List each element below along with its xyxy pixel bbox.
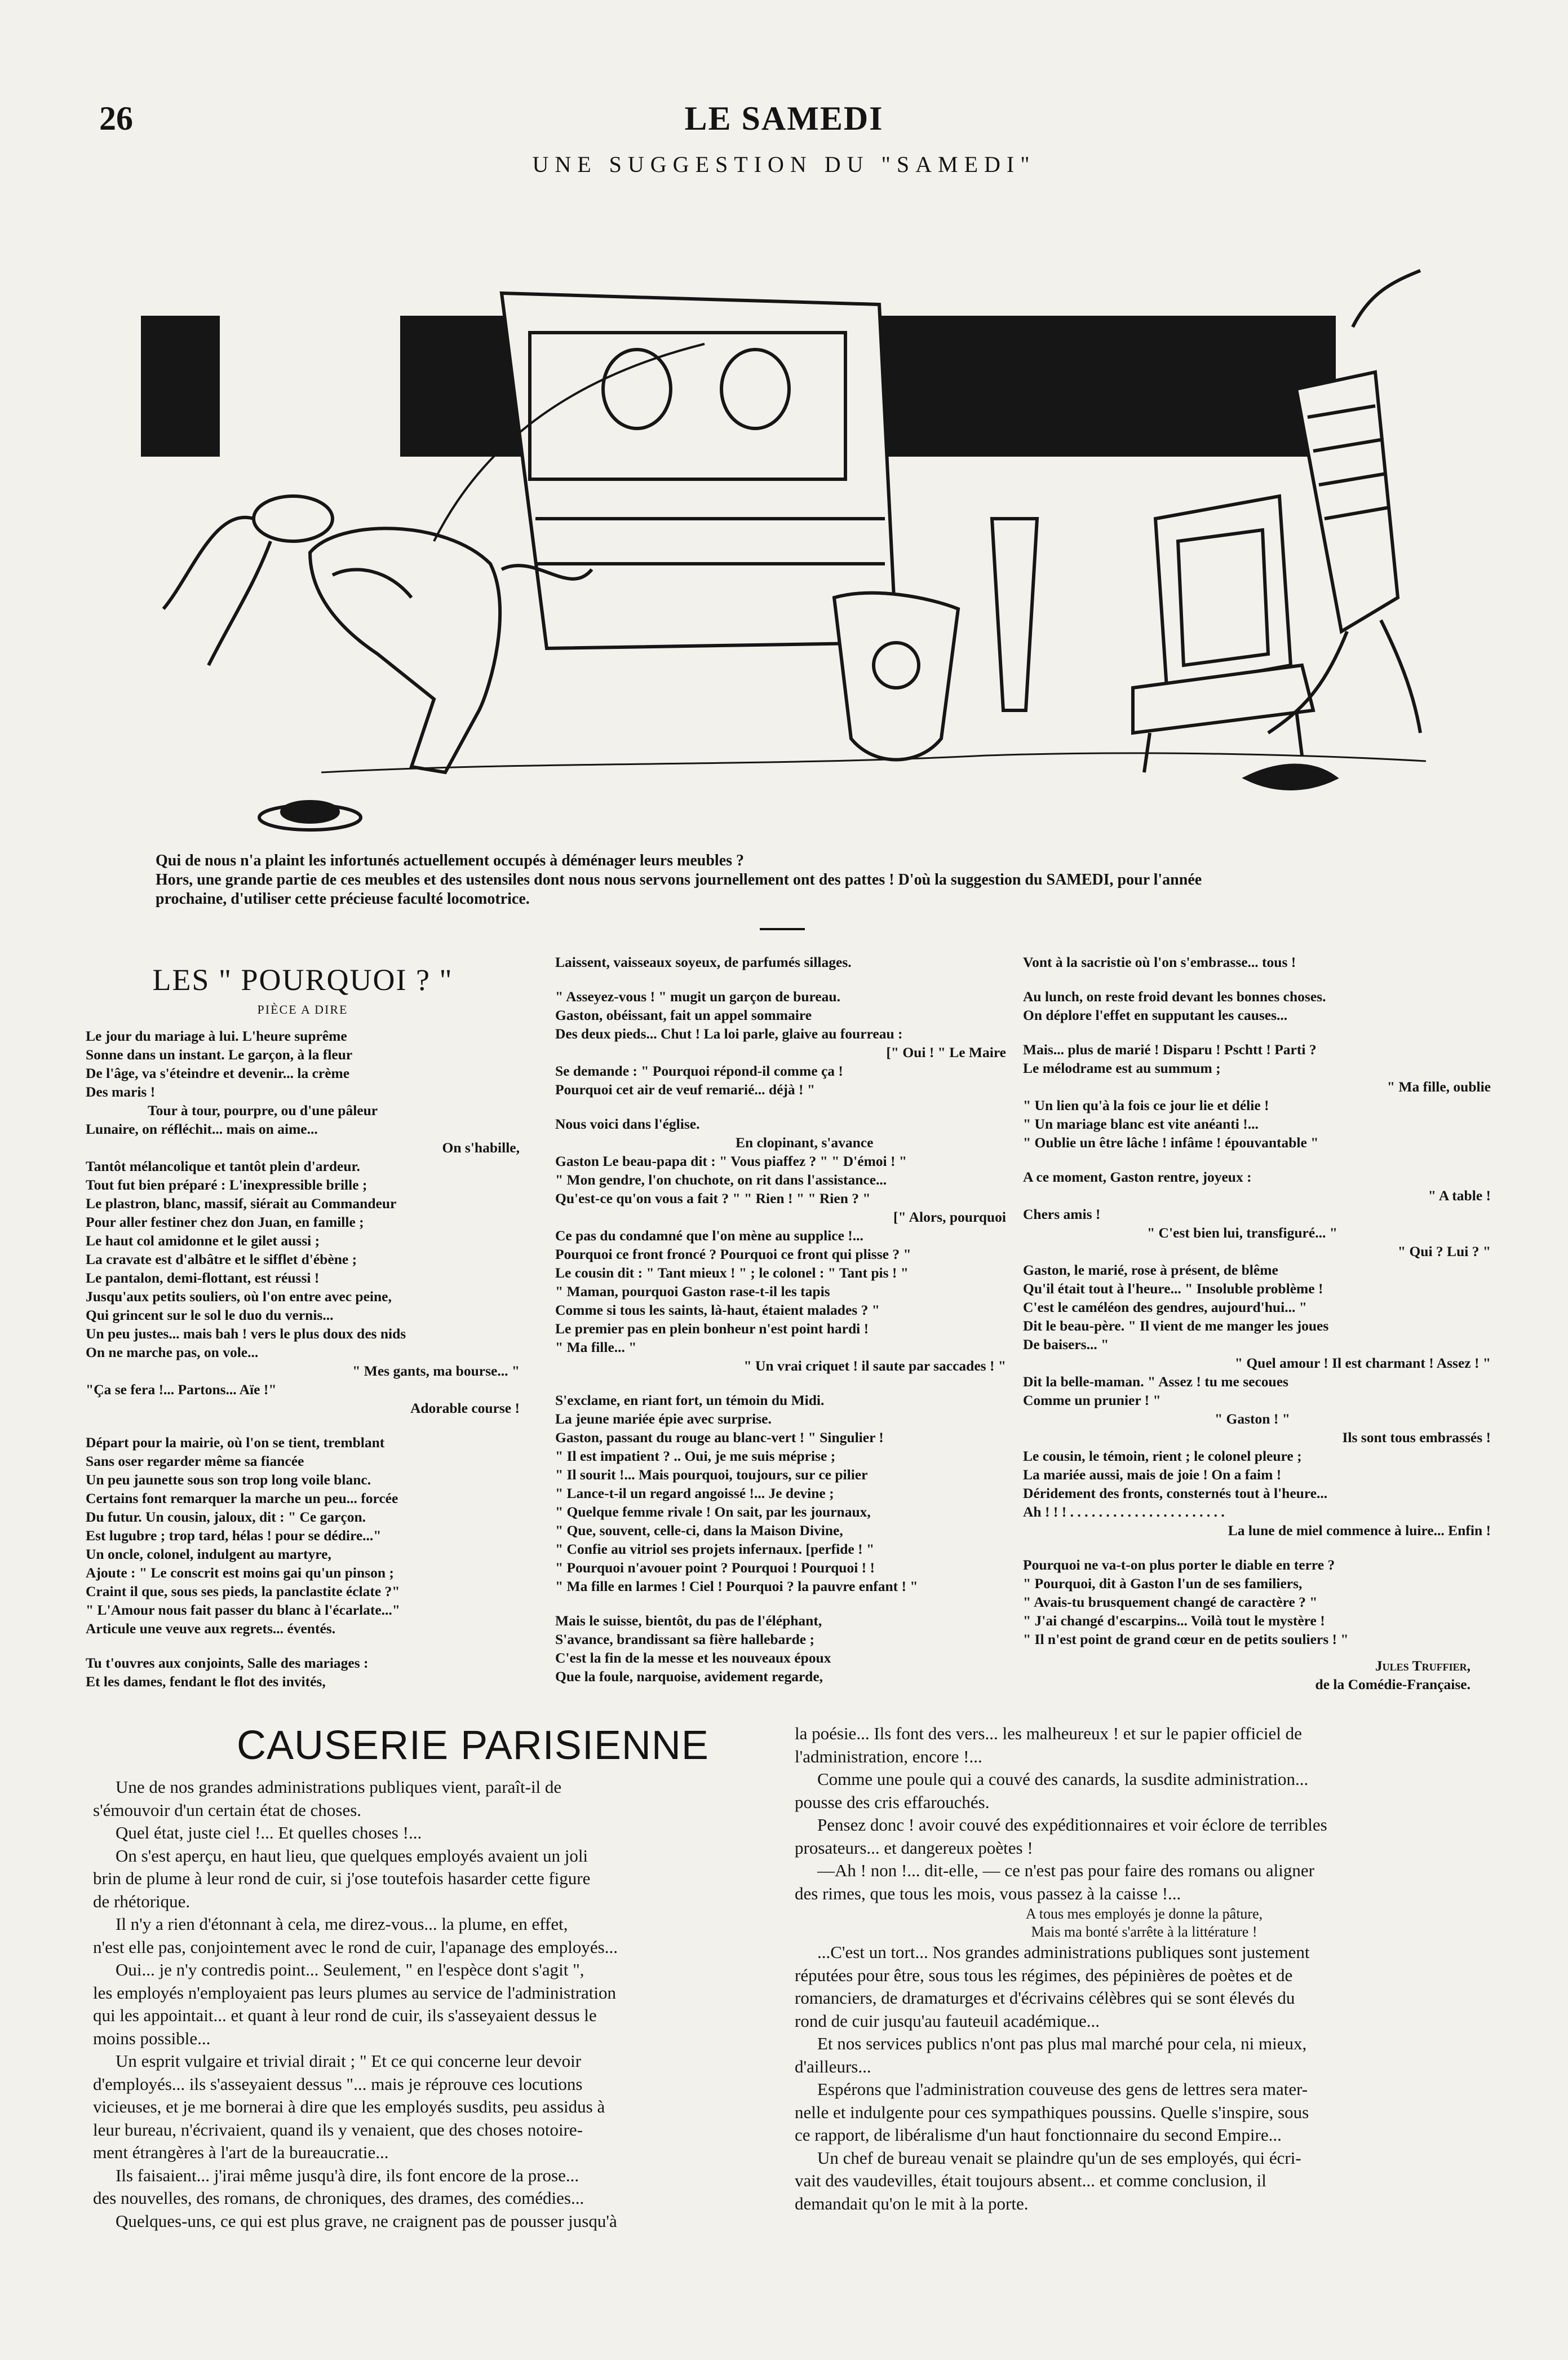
poem-line: Un peu justes... mais bah ! vers le plus doux des nids [86, 1325, 406, 1342]
poem-line: Qui grincent sur le sol le duo du vernis... [86, 1307, 334, 1323]
article-line: Il n'y a rien d'étonnant à cela, me direz-vous... la plume, en effet, [116, 1914, 568, 1934]
poem-line: Pour aller festiner chez don Juan, en famille ; [86, 1214, 364, 1230]
poem-line: " Il n'est point de grand cœur en de petits souliers ! " [1023, 1631, 1349, 1647]
poem-line: Mais le suisse, bientôt, du pas de l'éléphant, [555, 1612, 822, 1629]
poem-line: Au lunch, on reste froid devant les bonnes choses. [1023, 988, 1326, 1005]
poem-line: Ils sont tous embrassés ! [1342, 1429, 1491, 1446]
article-line: Espérons que l'administration couveuse des gens de lettres sera mater- [817, 2079, 1308, 2099]
article-line: réputées pour être, sous tous les régimes, des pépinières de poètes et de [795, 1965, 1293, 1985]
poem-line: Qu'est-ce qu'on vous a fait ? " " Rien ! " " Rien ? " [555, 1190, 871, 1206]
article-line: brin de plume à leur rond de cuir, si j'ose toutefois hasarder cette figure [93, 1868, 591, 1888]
poem-line: Laissent, vaisseaux soyeux, de parfumés sillages. [555, 954, 852, 970]
poem-line: Gaston, le marié, rose à présent, de blême [1023, 1262, 1278, 1278]
article-line: Quel état, juste ciel !... Et quelles choses !... [116, 1823, 422, 1842]
poem-line: " Confie au vitriol ses projets infernaux. [perfide ! " [555, 1541, 875, 1557]
poem-line: Craint il que, sous ses pieds, la panclastite éclate ?" [86, 1583, 400, 1599]
poem-line: Le premier pas en plein bonheur n'est point hardi ! [555, 1320, 869, 1337]
poem-line: " Qui ? Lui ? " [1397, 1243, 1491, 1259]
poem-line: Comme si tous les saints, là-haut, étaient malades ? " [555, 1302, 880, 1318]
poem-line: " Un lien qu'à la fois ce jour lie et délie ! [1023, 1097, 1269, 1113]
article-column-1 [93, 1776, 792, 2233]
article-line: demandait qu'on le mit à la porte. [795, 2193, 1029, 2213]
poem-line: " Avais-tu brusquement changé de caractère ? " [1023, 1594, 1318, 1610]
article-line: pousse des cris effarouchés. [795, 1792, 990, 1812]
article-line: Pensez donc ! avoir couvé des expéditionnaires et voir éclore de terribles [817, 1815, 1327, 1835]
page-number: 26 [99, 100, 133, 137]
poem-line: Pourquoi cet air de veuf remarié... déjà ! " [555, 1081, 816, 1098]
poem-line: " Ma fille en larmes ! Ciel ! Pourquoi ? la pauvre enfant ! " [555, 1578, 918, 1594]
poem-line: On déplore l'effet en supputant les causes... [1023, 1007, 1288, 1023]
poem-line: Tout fut bien préparé : L'inexpressible brille ; [86, 1177, 367, 1193]
poem-line: " Gaston ! " [1215, 1411, 1290, 1427]
poem-line: Un oncle, colonel, indulgent au martyre, [86, 1546, 331, 1562]
poem-line: " L'Amour nous fait passer du blanc à l'écarlate..." [86, 1602, 400, 1618]
poem-line: " Que, souvent, celle-ci, dans la Maison Divine, [555, 1522, 843, 1539]
caption-line: Hors, une grande partie de ces meubles et des ustensiles dont nous nous servons journellement ont des pattes ! D'où la suggestion du SAMEDI, pour l'année [156, 871, 1202, 889]
poem-line: " Ma fille, oublie [1387, 1079, 1491, 1095]
poem-line: [" Alors, pourquoi [893, 1209, 1006, 1225]
poem-line: [" Oui ! " Le Maire [886, 1044, 1006, 1060]
poem-line: " J'ai changé d'escarpins... Voilà tout le mystère ! [1023, 1612, 1325, 1629]
poem-column-1 [86, 953, 520, 1691]
poem-column-3 [1023, 953, 1491, 1694]
caption-line: Qui de nous n'a plaint les infortunés actuellement occupés à déménager leurs meubles ? [156, 852, 745, 869]
poem-subtitle: PIÈCE A DIRE [257, 1002, 348, 1017]
poem-line: De baisers... " [1023, 1336, 1109, 1353]
poem-line: Vont à la sacristie où l'on s'embrasse... tous ! [1023, 954, 1296, 970]
poem-column-2 [555, 953, 1006, 1686]
poem-line: On s'habille, [442, 1139, 520, 1156]
poem-line: Sans oser regarder même sa fiancée [86, 1453, 304, 1469]
poem-line: On ne marche pas, on vole... [86, 1344, 259, 1360]
caption-line: prochaine, d'utiliser cette précieuse faculté locomotrice. [156, 890, 530, 908]
poem-line: " A table ! [1428, 1187, 1491, 1204]
poem-line: Le cousin dit : " Tant mieux ! " ; le colonel : " Tant pis ! " [555, 1265, 909, 1281]
poem-line: Ah ! ! ! . . . . . . . . . . . . . . . . . . . . . . [1023, 1504, 1225, 1520]
article-line: nelle et indulgente pour ces sympathiques poussins. Quelle s'inspire, sous [795, 2102, 1309, 2122]
article-line: vicieuses, et je me bornerai à dire que les employés susdits, peu assidus à [93, 2097, 605, 2116]
poem-line: " Quel amour ! Il est charmant ! Assez ! " [1234, 1355, 1491, 1371]
article-line: d'ailleurs... [795, 2056, 871, 2076]
article-line: ment étrangères à l'art de la bureaucratie... [93, 2142, 389, 2162]
illustration-caption [156, 851, 1497, 909]
poem-line: " C'est bien lui, transfiguré... " [1147, 1225, 1337, 1241]
poem-line: Gaston Le beau-papa dit : " Vous piaffez ? " " D'émoi ! " [555, 1153, 907, 1169]
article-line: l'administration, encore !... [795, 1746, 982, 1766]
poem-line: En clopinant, s'avance [736, 1134, 874, 1151]
article-line: Un esprit vulgaire et trivial dirait ; " Et ce qui concerne leur devoir [116, 2051, 582, 2071]
poem-line: Dit le beau-père. " Il vient de me manger les joues [1023, 1318, 1329, 1334]
poem-line: Qu'il était tout à l'heure... " Insoluble problème ! [1023, 1280, 1323, 1297]
article-line: Un chef de bureau venait se plaindre qu'un de ses employés, qui écri- [817, 2147, 1301, 2168]
poem-line: La mariée aussi, mais de joie ! On a faim ! [1023, 1466, 1282, 1483]
poem-line: Déridement des fronts, consternés tout à l'heure... [1023, 1485, 1328, 1501]
poem-line: Du futur. Un cousin, jaloux, dit : " Ce garçon. [86, 1509, 366, 1525]
section-divider [760, 928, 805, 930]
poem-line: " Quelque femme rivale ! On sait, par les journaux, [555, 1504, 871, 1520]
poem-line: Tantôt mélancolique et tantôt plein d'ardeur. [86, 1158, 360, 1174]
poem-author-note: de la Comédie-Française. [1315, 1676, 1470, 1692]
poem-line: Pourquoi ce front froncé ? Pourquoi ce front qui plisse ? " [555, 1246, 911, 1262]
poem-line: " Il est impatient ? .. Oui, je me suis méprise ; [555, 1448, 836, 1464]
article-line: d'employés... ils s'asseyaient dessus "... mais je réprouve ces locutions [93, 2074, 583, 2094]
poem-author: Jules Truffier, [1375, 1658, 1470, 1674]
article-line: vait des vaudevilles, était toujours absent... et comme conclusion, il [795, 2171, 1266, 2190]
poem-line: C'est la fin de la messe et les nouveaux époux [555, 1650, 831, 1666]
article-line: romanciers, de dramaturges et d'écrivains célèbres qui se sont élevés du [795, 1988, 1295, 2008]
poem-line: Nous voici dans l'église. [555, 1116, 700, 1132]
article-line: Et nos services publics n'ont pas plus mal marché pour cela, ni mieux, [817, 2034, 1307, 2053]
poem-line: Que la foule, narquoise, avidement regarde, [555, 1668, 823, 1685]
article-line: n'est elle pas, conjointement avec le rond de cuir, l'apanage des employés... [93, 1937, 618, 1957]
poem-line: Le plastron, blanc, massif, siérait au Commandeur [86, 1195, 397, 1212]
poem-line: "Ça se fera !... Partons... Aïe !" [86, 1381, 277, 1398]
article-line: la poésie... Ils font des vers... les malheureux ! et sur le papier officiel de [795, 1723, 1302, 1743]
poem-line: Dit la belle-maman. " Assez ! tu me secoues [1023, 1373, 1288, 1390]
poem-line: Certains font remarquer la marche un peu... forcée [86, 1490, 398, 1506]
poem-line: Gaston, passant du rouge au blanc-vert ! " Singulier ! [555, 1429, 884, 1446]
poem-line: " Lance-t-il un regard angoissé !... Je devine ; [555, 1485, 834, 1501]
article-line: ...C'est un tort... Nos grandes administrations publiques sont justement [817, 1942, 1310, 1962]
poem-line: Mais... plus de marié ! Disparu ! Pschtt ! Parti ? [1023, 1041, 1317, 1058]
article-line: moins possible... [93, 2028, 211, 2048]
poem-line: Tu t'ouvres aux conjoints, Salle des mariages : [86, 1655, 369, 1671]
article-line: Une de nos grandes administrations publiques vient, paraît-il de [116, 1777, 562, 1797]
poem-title: LES " POURQUOI ? " [152, 963, 453, 997]
poem-line: La lune de miel commence à luire... Enfin ! [1228, 1522, 1491, 1539]
article-line: Comme une poule qui a couvé des canards, la susdite administration... [817, 1769, 1309, 1789]
poem-line: Le mélodrame est au summum ; [1023, 1060, 1221, 1076]
poem-line: S'exclame, en riant fort, un témoin du Midi. [555, 1392, 825, 1408]
article-line: Ils faisaient... j'irai même jusqu'à dire, ils font encore de la prose... [116, 2165, 579, 2185]
poem-line: Un peu jaunette sous son trop long voile blanc. [86, 1471, 371, 1488]
verse-line: A tous mes employés je donne la pâture, [1025, 1906, 1263, 1922]
article-column-2 [795, 1722, 1494, 2215]
article-line: On s'est aperçu, en haut lieu, que quelques employés avaient un joli [116, 1845, 588, 1866]
poem-line: La cravate est d'albâtre et le sifflet d'ébène ; [86, 1251, 357, 1267]
article-line: —Ah ! non !... dit-elle, — ce n'est pas pour faire des romans ou aligner [817, 1860, 1314, 1880]
poem-line: Gaston, obéissant, fait un appel sommaire [555, 1007, 812, 1023]
poem-line: Ce pas du condamné que l'on mène au supplice !... [555, 1227, 863, 1244]
poem-line: Jusqu'aux petits souliers, où l'on entre avec peine, [86, 1288, 392, 1305]
poem-line: Sonne dans un instant. Le garçon, à la fleur [86, 1046, 353, 1063]
article-title: CAUSERIE PARISIENNE [237, 1723, 709, 1768]
poem-line: " Maman, pourquoi Gaston rase-t-il les tapis [555, 1283, 830, 1300]
poem-line: " Un vrai criquet ! il saute par saccades ! " [743, 1358, 1006, 1374]
poem-line: " Pourquoi n'avouer point ? Pourquoi ! Pourquoi ! ! [555, 1559, 875, 1576]
poem-line: Adorable course ! [410, 1400, 520, 1416]
verse-line: Mais ma bonté s'arrête à la littérature ! [1031, 1924, 1257, 1940]
poem-line: Le jour du mariage à lui. L'heure suprême [86, 1028, 347, 1044]
poem-line: Des deux pieds... Chut ! La loi parle, glaive au fourreau : [555, 1026, 903, 1042]
poem-line: " Asseyez-vous ! " mugit un garçon de bureau. [555, 988, 840, 1005]
poem-line: " Ma fille... " [555, 1339, 637, 1355]
article-line: s'émouvoir d'un certain état de choses. [93, 1800, 362, 1820]
article-line: qui les appointait... et quant à leur rond de cuir, ils s'asseyaient dessus le [93, 2005, 597, 2025]
poem-line: Départ pour la mairie, où l'on se tient, tremblant [86, 1434, 385, 1451]
poem-line: Comme un prunier ! " [1023, 1392, 1161, 1408]
article-line: rond de cuir jusqu'au fauteuil académique... [795, 2010, 1100, 2031]
poem-line: Se demande : " Pourquoi répond-il comme ça ! [555, 1063, 843, 1079]
poem-line: Le pantalon, demi-flottant, est réussi ! [86, 1270, 320, 1286]
poem-line: " Mes gants, ma bourse... " [352, 1363, 520, 1379]
poem-line: Et les dames, fendant le flot des invités, [86, 1673, 326, 1690]
poem-line: " Mon gendre, l'on chuchote, on rit dans l'assistance... [555, 1172, 887, 1188]
poem-line: La jeune mariée épie avec surprise. [555, 1411, 772, 1427]
article-line: prosateurs... et dangereux poètes ! [795, 1837, 1033, 1858]
poem-line: Lunaire, on réfléchit... mais on aime... [86, 1121, 318, 1137]
poem-line: " Pourquoi, dit à Gaston l'un de ses familiers, [1023, 1575, 1303, 1592]
poem-line: " Il sourit !... Mais pourquoi, toujours, sur ce pilier [555, 1466, 868, 1483]
article-line: leur bureau, n'écrivaient, quand ils y venaient, que des choses notoire- [93, 2119, 583, 2140]
illustration-title: UNE SUGGESTION DU "SAMEDI" [532, 152, 1036, 177]
poem-line: Chers amis ! [1023, 1206, 1101, 1222]
poem-line: De l'âge, va s'éteindre et devenir... la crème [86, 1065, 350, 1081]
poem-line: Tour à tour, pourpre, ou d'une pâleur [148, 1102, 378, 1119]
poem-line: " Oublie un être lâche ! infâme ! épouvantable " [1023, 1134, 1319, 1151]
poem-line: Le haut col amidonne et le gilet aussi ; [86, 1232, 320, 1249]
article-line: de rhétorique. [93, 1891, 191, 1911]
moving-furniture-illustration [141, 203, 1426, 840]
poem-line: A ce moment, Gaston rentre, joyeux : [1023, 1169, 1252, 1185]
poem-line: S'avance, brandissant sa fière hallebarde ; [555, 1631, 814, 1647]
article-line: ce rapport, de libéralisme d'un haut fonctionnaire du second Empire... [795, 2125, 1282, 2145]
poem-line: Pourquoi ne va-t-on plus porter le diable en terre ? [1023, 1557, 1335, 1573]
poem-line: " Un mariage blanc est vite anéanti !... [1023, 1116, 1259, 1132]
article-line: Oui... je n'y contredis point... Seulement, " en l'espèce dont s'agit ", [116, 1960, 584, 1979]
poem-line: C'est le caméléon des gendres, aujourd'hui... " [1023, 1299, 1307, 1315]
poem-line: Des maris ! [86, 1084, 156, 1100]
article-line: des rimes, que tous les mois, vous passez à la caisse !... [795, 1883, 1181, 1903]
poem-line: Ajoute : " Le conscrit est moins gai qu'un pinson ; [86, 1565, 394, 1581]
page-title: LE SAMEDI [684, 100, 884, 137]
article-line: les employés n'employaient pas leurs plumes au service de l'administration [93, 1982, 617, 2003]
article-line: des nouvelles, des romans, de chroniques, des drames, des comédies... [93, 2188, 584, 2208]
poem-line: Le cousin, le témoin, rient ; le colonel pleure ; [1023, 1448, 1302, 1464]
poem-line: Articule une veuve aux regrets... éventés. [86, 1620, 336, 1637]
poem-line: Est lugubre ; trop tard, hélas ! pour se dédire..." [86, 1527, 382, 1544]
article-line: Quelques-uns, ce qui est plus grave, ne craignent pas de pousser jusqu'à [116, 2211, 617, 2231]
